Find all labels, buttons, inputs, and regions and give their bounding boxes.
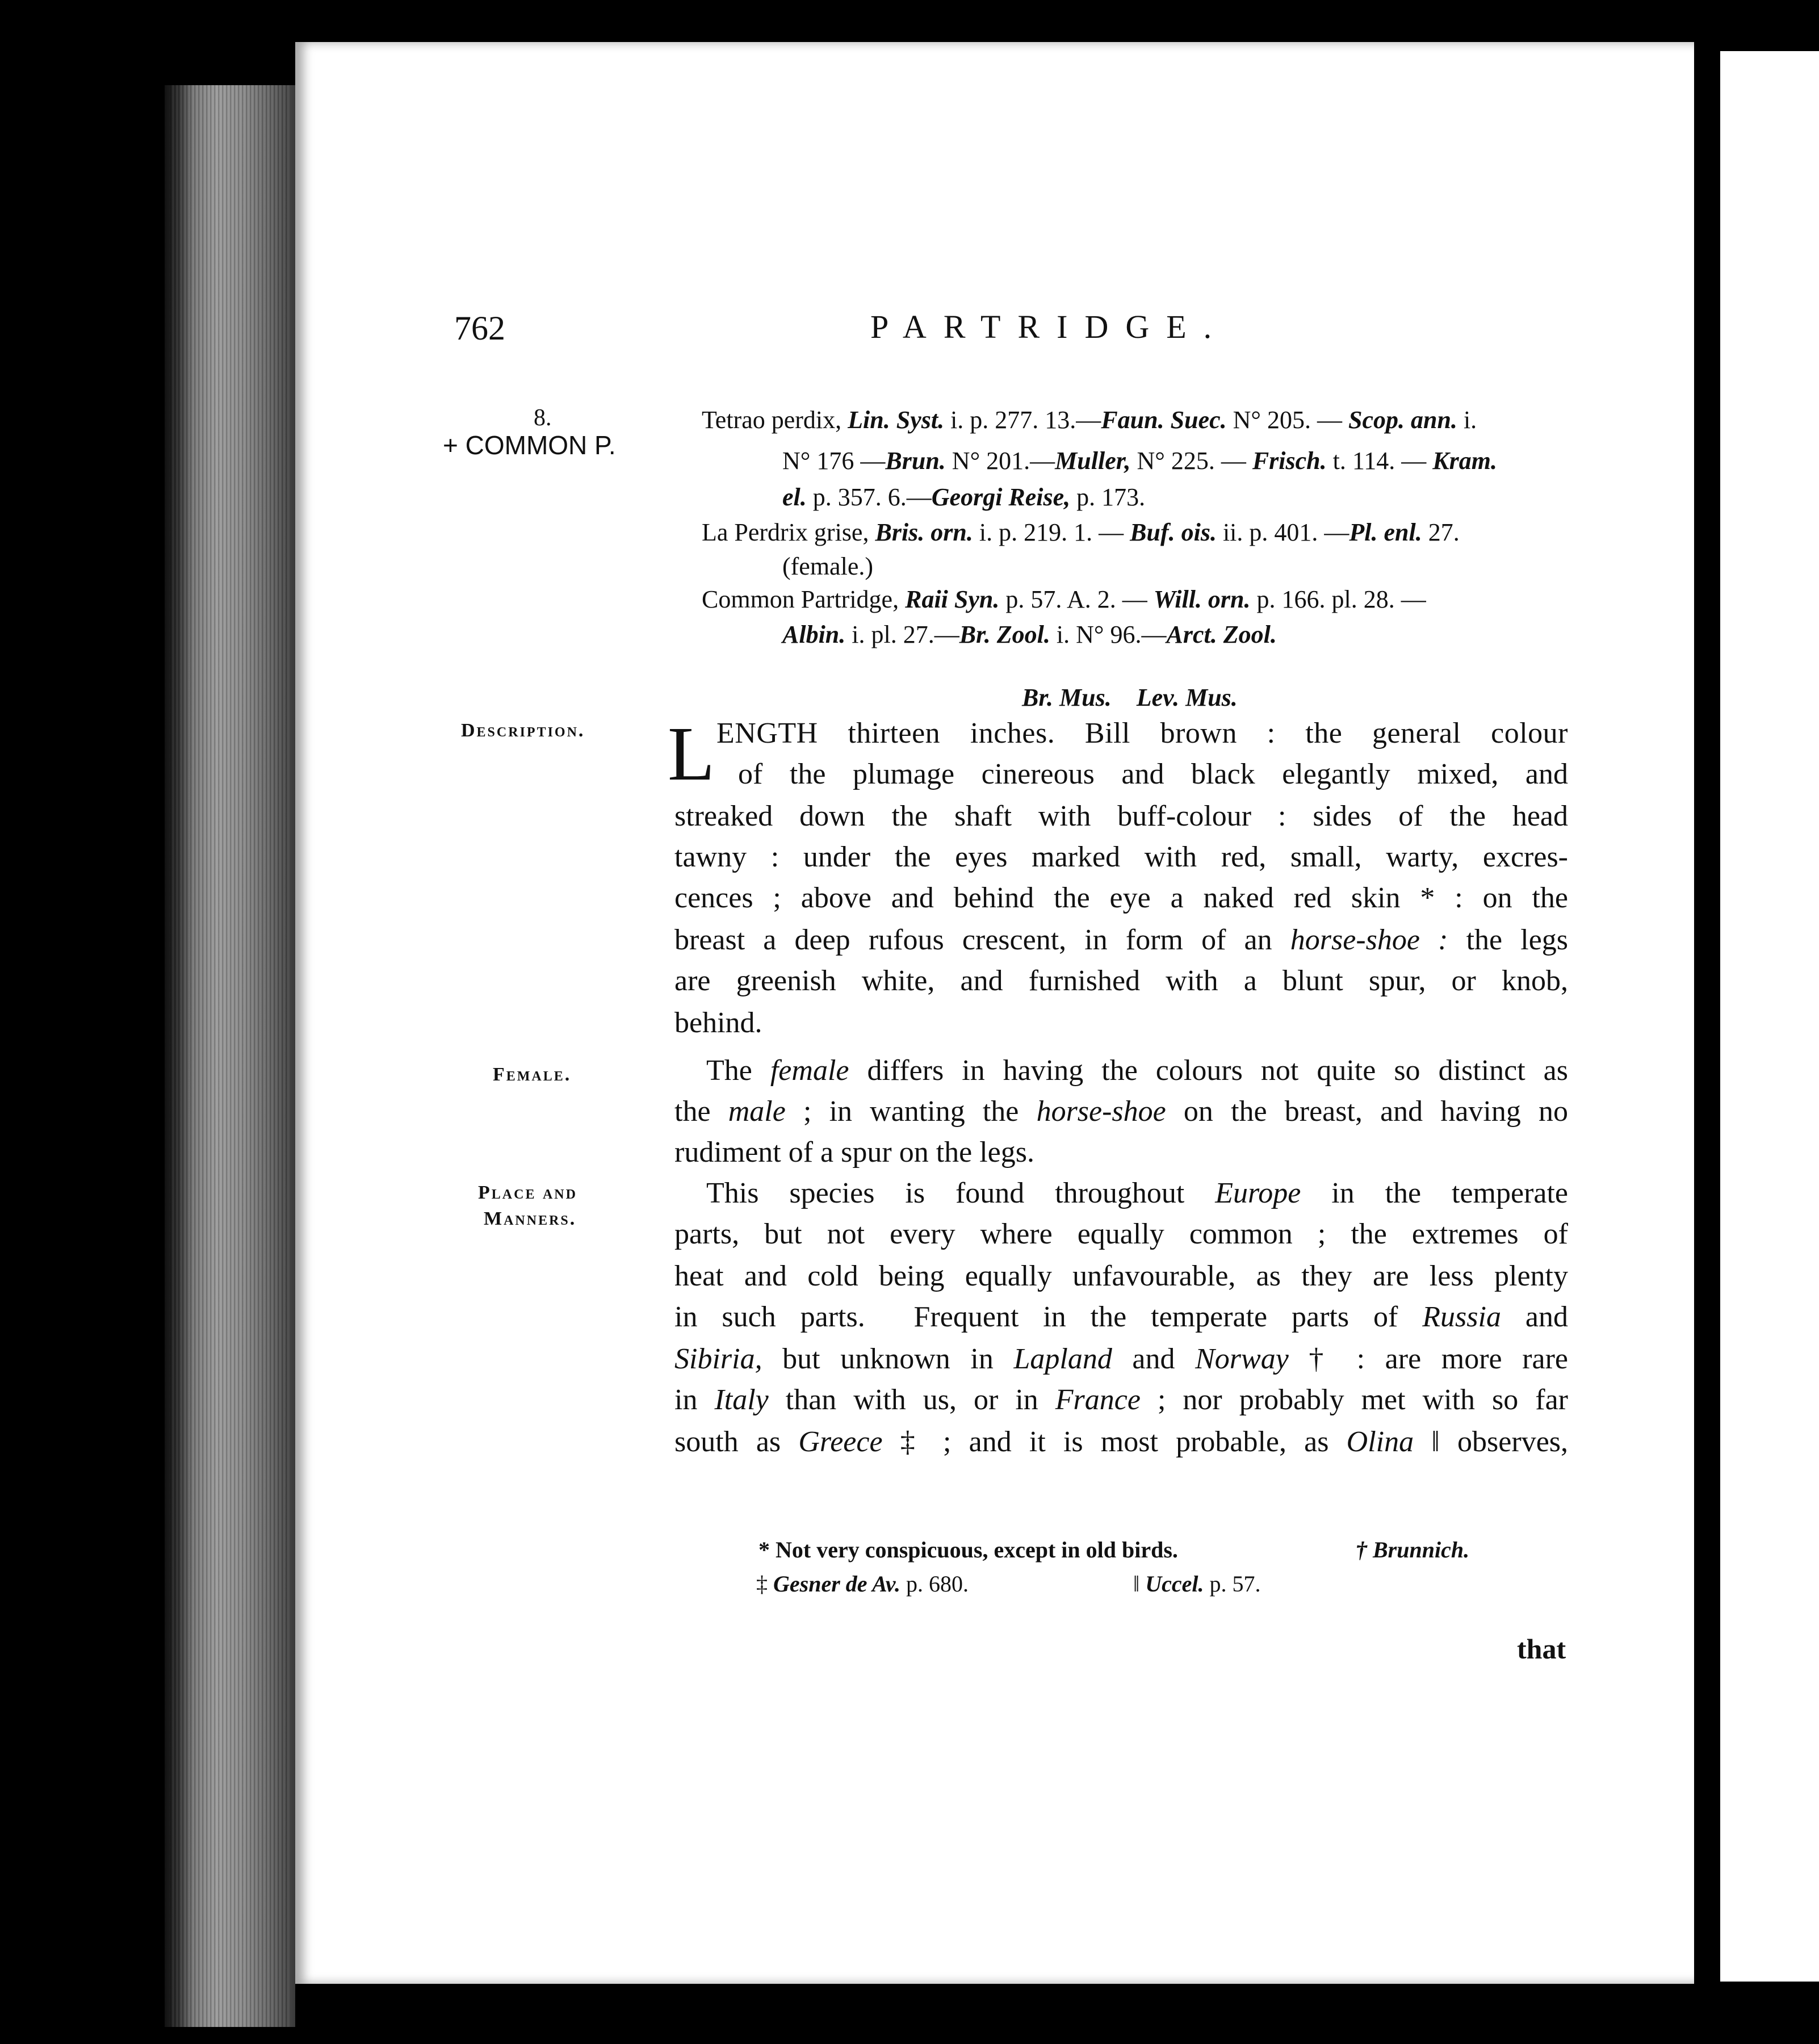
synonymy-line: (female.) [782, 552, 873, 580]
margin-label-place: Place and [478, 1182, 577, 1203]
body-line: south as Greece ‡ ; and it is most probable, as Olina ‖ observes, [674, 1426, 1569, 1458]
body-line: in Italy than with us, or in France ; nor probably met with so far [674, 1384, 1569, 1416]
body-line: This species is found throughout Europe in the temperate [706, 1177, 1568, 1209]
facing-page-edge [1720, 51, 1819, 1982]
drop-cap: L [668, 711, 715, 797]
body-line: in such parts. Frequent in the temperate parts of Russia and [674, 1301, 1568, 1333]
margin-entry-number: 8. [534, 405, 552, 431]
margin-entry-name: + COMMON P. [443, 430, 616, 460]
body-line: heat and cold being equally unfavourable, as they are less plenty [674, 1260, 1568, 1292]
body-line: rudiment of a spur on the legs. [674, 1136, 1034, 1168]
synonymy-line: N° 176 —Brun. N° 201.—Muller, N° 225. — Frisch. t. 114. — Kram. [782, 447, 1497, 475]
running-title: PARTRIDGE. [870, 308, 1229, 345]
body-line: streaked down the shaft with buff-colour : sides of the head [674, 800, 1568, 832]
page-number: 762 [454, 309, 505, 347]
margin-label-manners: Manners. [484, 1208, 577, 1229]
margin-label-female: Female. [493, 1064, 572, 1085]
body-line: cences ; above and behind the eye a naked red skin * : on the [674, 882, 1568, 914]
footnote-asterisk: * Not very conspicuous, except in old birds. [758, 1537, 1178, 1563]
body-line: the male ; in wanting the horse-shoe on the breast, and having no [674, 1095, 1569, 1128]
body-line: The female differs in having the colours not quite so distinct as [706, 1054, 1569, 1087]
footnote-parallel: ‖ Uccel. p. 57. [1133, 1571, 1261, 1597]
body-line: behind. [674, 1007, 762, 1039]
synonymy-line: el. p. 357. 6.—Georgi Reise, p. 173. [782, 483, 1146, 511]
body-line: are greenish white, and furnished with a blunt spur, or knob, [674, 965, 1568, 997]
synonymy-line: Common Partridge, Raii Syn. p. 57. A. 2. — Will. orn. p. 166. pl. 28. — [702, 585, 1426, 613]
synonymy-line: Tetrao perdix, Lin. Syst. i. p. 277. 13.—Faun. Suec. N° 205. — Scop. ann. i. [702, 406, 1477, 434]
footnote-double-dagger: ‡ Gesner de Av. p. 680. [756, 1571, 969, 1597]
catchword: that [1517, 1633, 1566, 1665]
body-line: breast a deep rufous crescent, in form of an horse-shoe : the legs [674, 924, 1569, 956]
synonymy-line: Br. Mus. Lev. Mus. [1022, 684, 1238, 711]
body-line: of the plumage cinereous and black elegantly mixed, and [738, 758, 1568, 790]
synonymy-line: Albin. i. pl. 27.—Br. Zool. i. N° 96.—Arct. Zool. [782, 621, 1277, 648]
body-line: parts, but not every where equally common ; the extremes of [674, 1218, 1568, 1250]
body-line: tawny : under the eyes marked with red, small, warty, excres- [674, 841, 1568, 873]
margin-label-description: Description. [461, 720, 585, 741]
body-line: Sibiria, but unknown in Lapland and Norway † : are more rare [674, 1343, 1568, 1375]
body-line: ENGTH thirteen inches. Bill brown : the general colour [716, 717, 1568, 749]
page-edge-texture [170, 85, 290, 2027]
synonymy-line: La Perdrix grise, Bris. orn. i. p. 219. 1. — Buf. ois. ii. p. 401. —Pl. enl. 27. [702, 518, 1460, 546]
footnote-dagger: † Brunnich. [1356, 1537, 1470, 1563]
